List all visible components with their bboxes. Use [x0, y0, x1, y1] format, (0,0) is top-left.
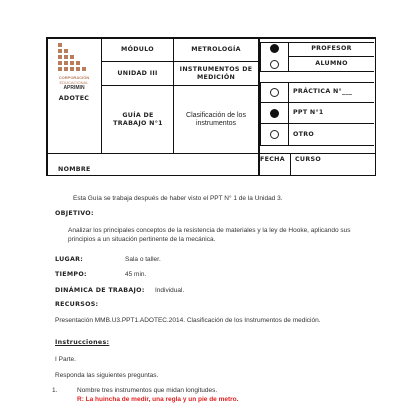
dinamica-value: Individual.: [155, 287, 185, 294]
instrucciones-label: Instrucciones:: [55, 339, 110, 346]
table-border-left: [46, 37, 48, 176]
ppt-label: PPT N°1: [293, 109, 324, 116]
curso-label: CURSO: [295, 156, 321, 163]
org-name: ADOTEC: [58, 95, 90, 102]
guia-value: Clasificación de los instrumentos: [186, 111, 246, 127]
parte-text: I Parte.: [55, 356, 76, 363]
question-text: Nombre tres instrumentos que midan longitudes.: [77, 387, 218, 394]
lugar-label: LUGAR:: [55, 256, 84, 263]
logo-text-1: CORPORACIÓN: [58, 75, 90, 80]
guia-label: GUÍA DE TRABAJO N°1: [113, 111, 163, 127]
responda-text: Responda las siguientes preguntas.: [55, 372, 159, 379]
unidad-value: INSTRUMENTOS DE MEDICIÓN: [179, 65, 253, 81]
dinamica-label: DINÁMICA DE TRABAJO:: [55, 287, 145, 294]
alumno-radio[interactable]: [270, 60, 279, 69]
modulo-value: METROLOGÍA: [191, 45, 241, 53]
profesor-radio[interactable]: [270, 44, 279, 53]
answer-text: R: La huincha de medir, una regla y un pie de metro.: [77, 396, 239, 403]
options-box-bottom-left-edge: [260, 82, 261, 146]
table-col-line-fecha: [290, 153, 291, 176]
table-row-line-nombre: [46, 153, 376, 154]
tiempo-value: 45 min.: [125, 271, 147, 278]
question-number: 1.: [52, 387, 58, 394]
tiempo-label: TIEMPO:: [55, 271, 87, 278]
otro-radio[interactable]: [270, 130, 279, 139]
options-box-top-left-edge: [260, 42, 261, 72]
aprimin-logo-mark: [52, 41, 96, 77]
practica-label: PRÁCTICA N°___: [293, 88, 353, 95]
header-table: [46, 37, 376, 176]
ppt-radio[interactable]: [270, 109, 279, 118]
objetivo-text: Analizar los principales conceptos de la resistencia de materiales y la ley de Hooke, aplicando sus principios a un situación pertinente de la mecánica.: [68, 227, 351, 243]
recursos-text: Presentación MMB.U3.PPT1.ADOTEC.2014. Clasificación de los Instrumentos de medición.: [55, 317, 321, 324]
intro-text: Esta Guía se trabaja después de haber visto el PPT N° 1 de la Unidad 3.: [73, 195, 283, 202]
modulo-label: MÓDULO: [121, 45, 154, 53]
aprimin-logo: [52, 41, 96, 91]
unidad-label: UNIDAD III: [117, 69, 158, 77]
logo-text-3: APRIMIN: [63, 85, 85, 91]
options-box-top-bottom-edge: [260, 71, 374, 72]
nombre-label: NOMBRE: [58, 166, 91, 173]
alumno-label: ALUMNO: [315, 60, 348, 67]
options-box-bottom-bottom-edge: [260, 145, 374, 146]
otro-label: OTRO: [293, 130, 315, 138]
practica-radio[interactable]: [270, 88, 279, 97]
lugar-value: Sala o taller.: [125, 256, 161, 263]
table-border-bottom: [46, 175, 376, 177]
table-border-right: [375, 37, 377, 176]
options-box-bottom-divider: [288, 82, 289, 146]
recursos-label: RECURSOS:: [55, 301, 99, 308]
objetivo-label: OBJETIVO:: [55, 210, 94, 217]
fecha-label: FECHA: [260, 156, 285, 163]
logo-text-2: EDUCACIONAL: [59, 80, 89, 85]
profesor-label: PROFESOR: [311, 45, 352, 52]
